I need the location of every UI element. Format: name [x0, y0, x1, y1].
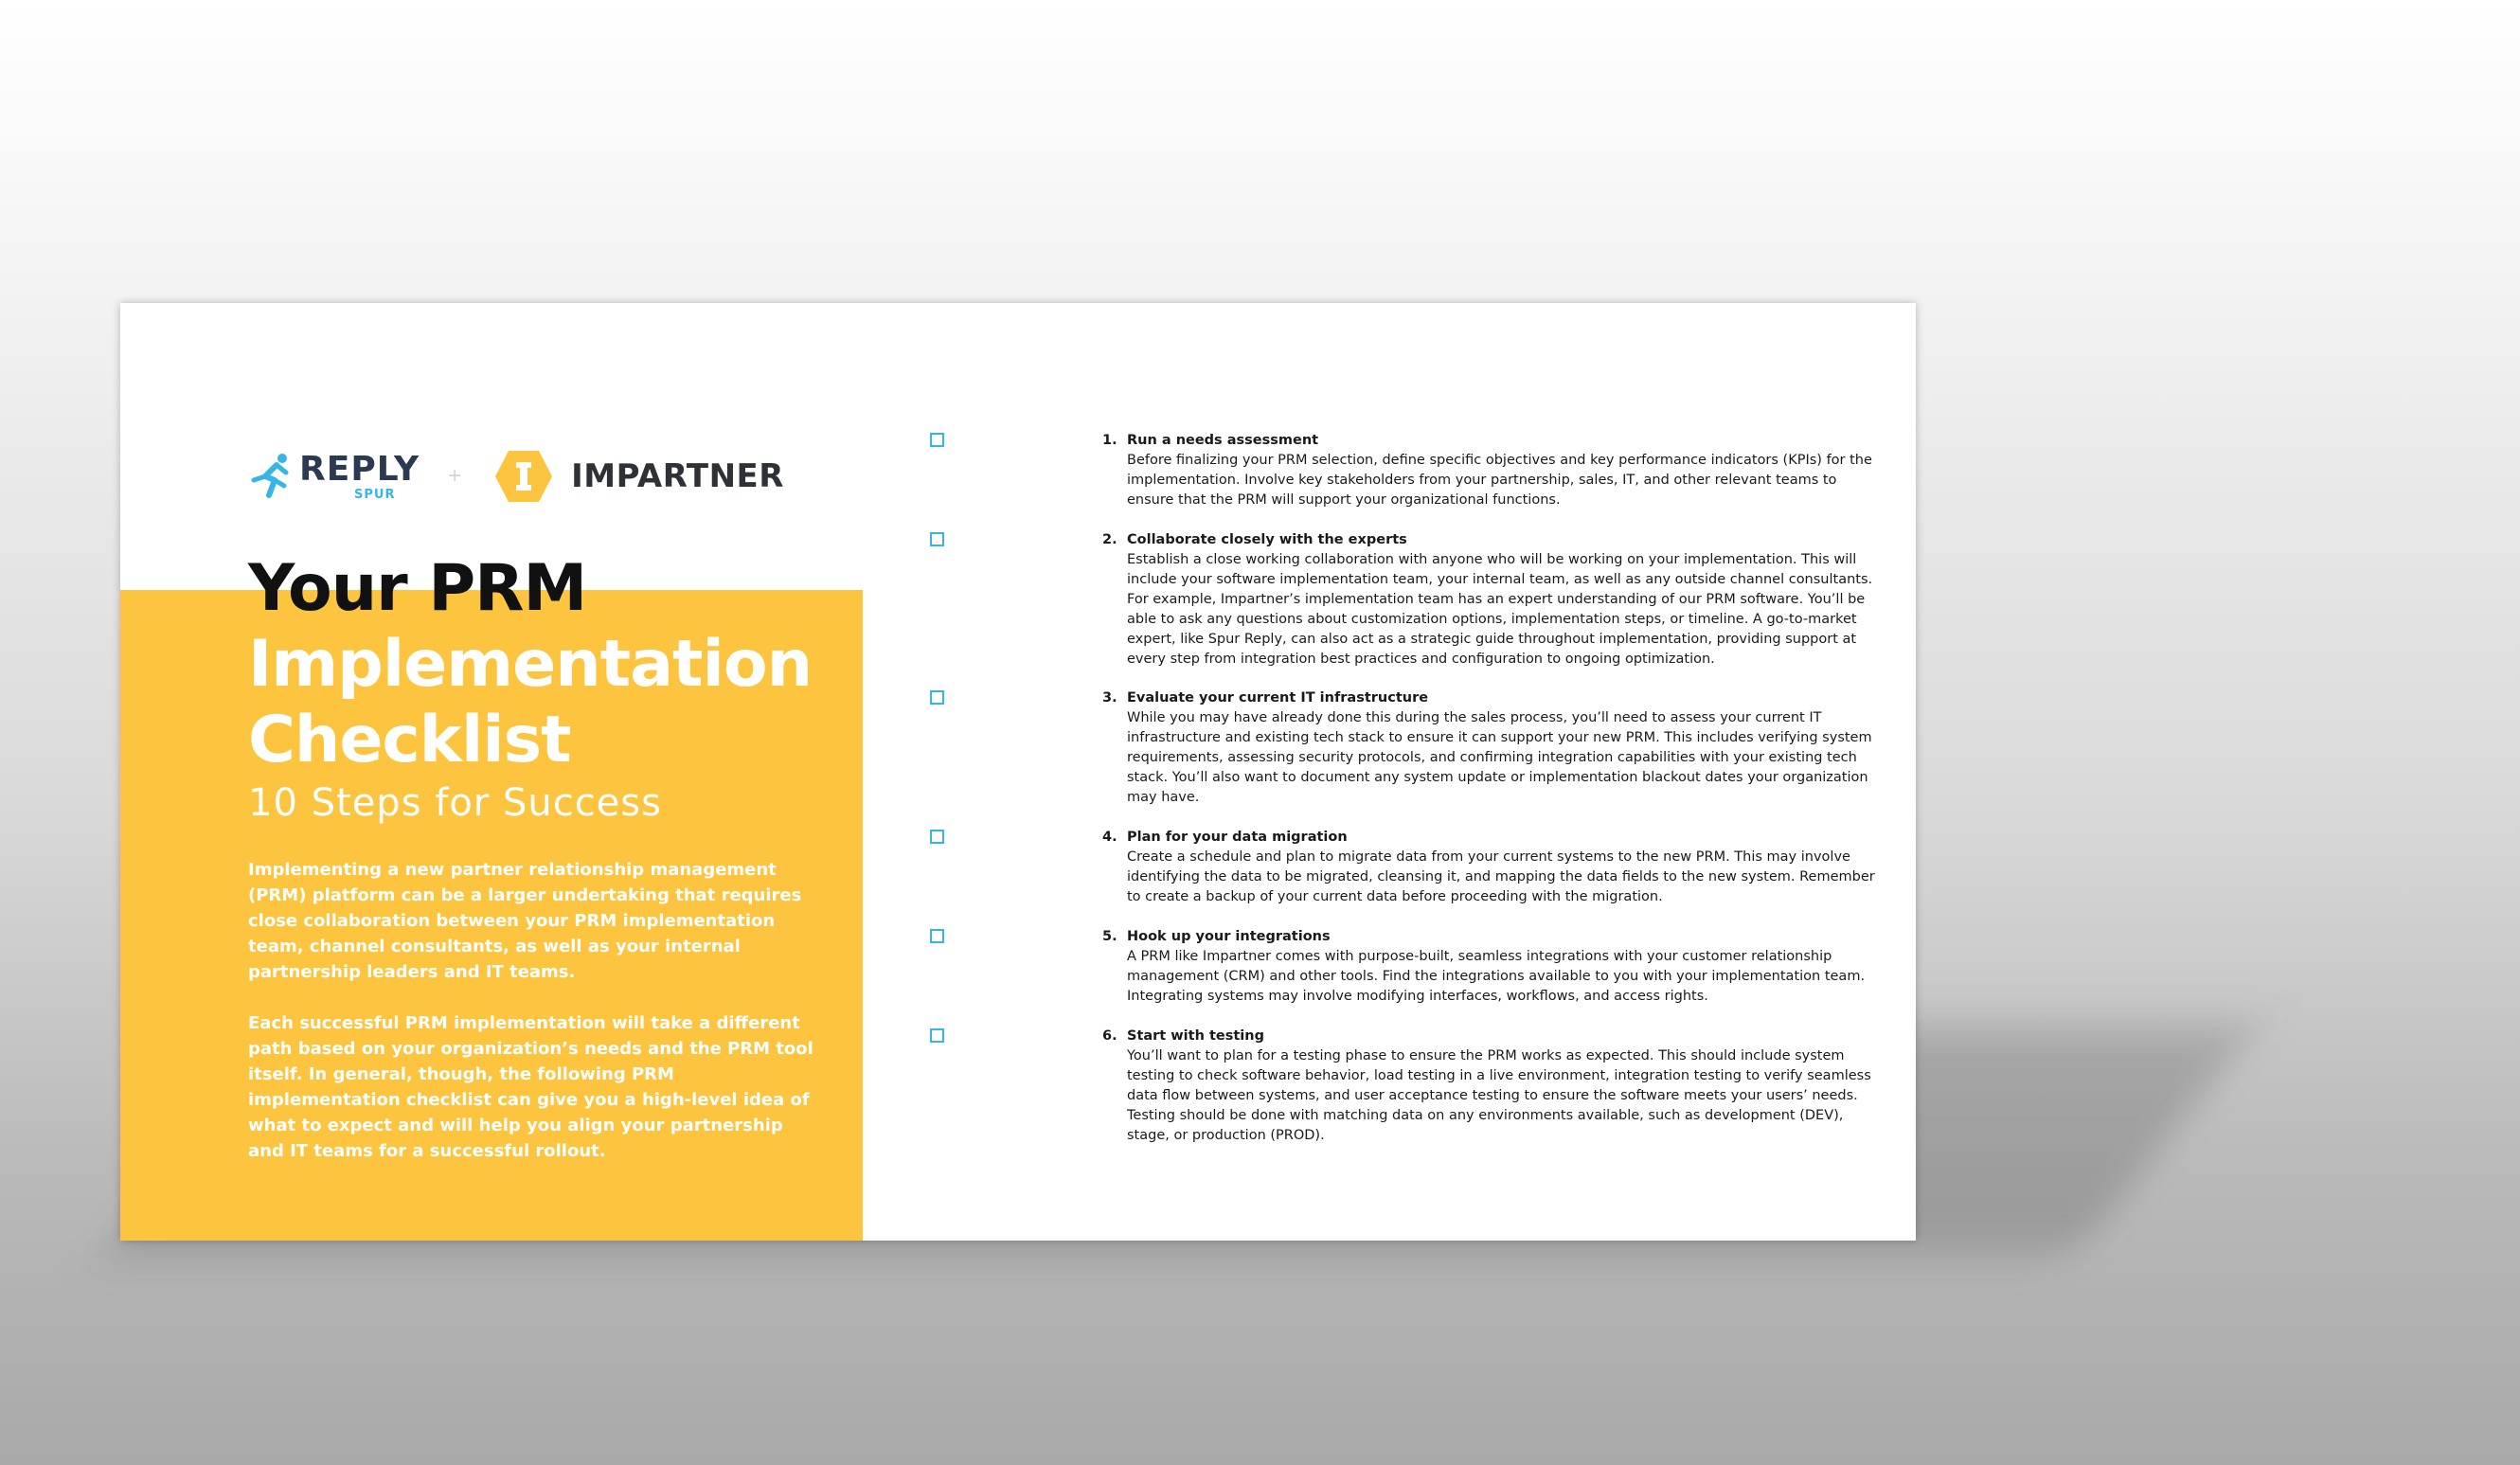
item-body: You’ll want to plan for a testing phase to ensure the PRM works as expected. This should include system testing to check software behavior, load testing in a live environment, integration testing to verify seamless data flow between systems, and user acceptance testing to ensure the software meets your users’ needs. Testing should be done with matching data on any environments available, such as development (DEV), stage, or production (PROD). — [1127, 1048, 1871, 1143]
impartner-wordmark: IMPARTNER — [571, 457, 784, 495]
item-number: 2. — [1102, 532, 1117, 547]
checkbox[interactable] — [930, 830, 944, 844]
checklist — [930, 431, 1877, 1146]
item-body: Establish a close working collaboration with anyone who will be working on your implementation. This will include your software implementation team, your internal team, as well as any outside channel consultants. For example, Impartner’s implementation team has an expert understanding of our PRM software. You’ll be able to ask any questions about customization options, implementation steps, or timeline. A go-to-market expert, like Spur Reply, can also act as a strategic guide throughout implementation, providing support at every step from integration best practices and configuration to ongoing optimization. — [1127, 552, 1873, 667]
checklist-item — [930, 1027, 1877, 1146]
intro-paragraph: Each successful PRM implementation will take a different path based on your organization’s needs and the PRM tool itself. In general, though, the following PRM implementation checklist can give you a high-level idea of what to expect and will help you align your partnership and IT teams for a successful rollout. — [248, 1013, 813, 1161]
item-number: 5. — [1102, 929, 1117, 944]
checklist-document — [120, 303, 1916, 1241]
checklist-item — [930, 927, 1877, 1007]
checkbox[interactable] — [930, 532, 944, 546]
logo-bar — [248, 443, 784, 509]
item-body: Before finalizing your PRM selection, define specific objectives and key performance indicators (KPIs) for the implementation. Involve key stakeholders from your partnership, sales, IT, and other relevant teams to ensure that the PRM will support your organizational functions. — [1127, 453, 1872, 508]
item-title: Hook up your integrations — [1127, 929, 1331, 944]
item-body: Create a schedule and plan to migrate data from your current systems to the new PRM. This may involve identifying the data to be migrated, cleansing it, and mapping the data fields to the new system. Remember to create a backup of your current data before proceeding with the migration. — [1127, 849, 1875, 904]
title-line-1: Your PRM — [248, 551, 587, 626]
item-title: Run a needs assessment — [1127, 433, 1319, 448]
checklist-item — [930, 530, 1877, 670]
checklist-item — [930, 431, 1877, 510]
checkbox[interactable] — [930, 929, 944, 943]
reply-wordmark: REPLY — [299, 449, 420, 489]
checklist-item — [930, 828, 1877, 907]
checkbox[interactable] — [930, 433, 944, 447]
item-number: 1. — [1102, 433, 1117, 448]
item-title: Plan for your data migration — [1127, 830, 1348, 845]
runner-icon — [248, 452, 292, 501]
item-title: Collaborate closely with the experts — [1127, 532, 1407, 547]
spur-wordmark: SPUR — [354, 487, 396, 502]
item-number: 6. — [1102, 1028, 1117, 1044]
item-title: Evaluate your current IT infrastructure — [1127, 690, 1429, 706]
checkbox[interactable] — [930, 690, 944, 705]
title-line-2: Implementation — [248, 627, 812, 702]
page-title — [248, 551, 812, 778]
title-line-3: Checklist — [248, 703, 571, 777]
logo-separator: + — [448, 463, 462, 489]
impartner-hex-icon — [493, 449, 554, 504]
item-body: While you may have already done this during the sales process, you’ll need to assess your current IT infrastructure and existing tech stack to ensure it can support your new PRM. This includes verifying system requirements, assessing security protocols, and confirming integration capabilities with your existing tech stack. You’ll also want to document any system update or implementation blackout dates your organization may have. — [1127, 710, 1872, 805]
item-number: 4. — [1102, 830, 1117, 845]
checkbox[interactable] — [930, 1028, 944, 1043]
item-body: A PRM like Impartner comes with purpose-built, seamless integrations with your customer relationship management (CRM) and other tools. Find the integrations available to you with your implementation team. Integrating systems may involve modifying interfaces, workflows, and access rights. — [1127, 949, 1866, 1004]
item-number: 3. — [1102, 690, 1117, 706]
checklist-item — [930, 688, 1877, 808]
subtitle: 10 Steps for Success — [248, 781, 662, 825]
intro-text — [248, 857, 816, 1189]
reply-logo — [248, 449, 420, 502]
intro-paragraph: Implementing a new partner relationship management (PRM) platform can be a larger undertaking that requires close collaboration between your PRM implementation team, channel consultants, as well as your internal partnership leaders and IT teams. — [248, 860, 802, 982]
item-title: Start with testing — [1127, 1028, 1264, 1044]
impartner-logo — [493, 449, 784, 504]
